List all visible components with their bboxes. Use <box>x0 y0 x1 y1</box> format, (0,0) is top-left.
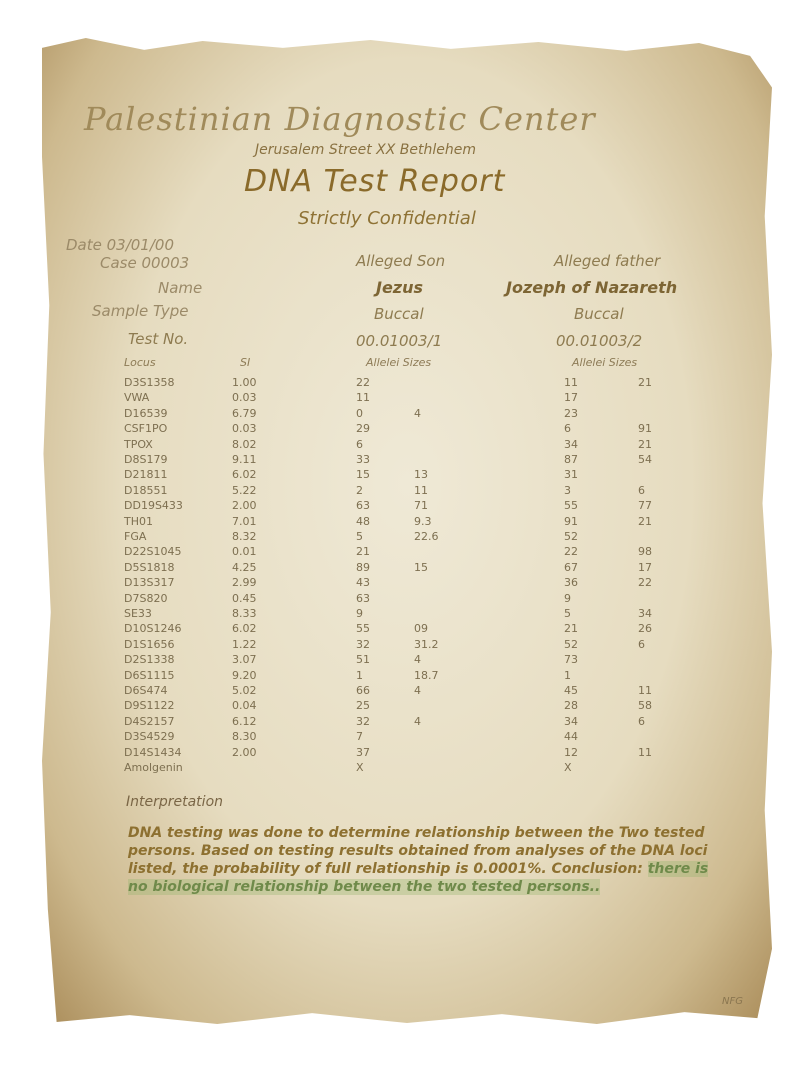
table-cell-f1: 3 <box>564 483 571 497</box>
table-cell-s1: 21 <box>356 545 370 559</box>
table-cell-f1: 6 <box>564 422 571 436</box>
table-cell-s1: 9 <box>356 607 363 620</box>
father-name: Jozeph of Nazareth <box>506 278 678 297</box>
table-cell-s1: 29 <box>356 422 370 436</box>
table-cell-si: 8.33 <box>232 607 257 620</box>
table-cell-f2: 22 <box>638 576 652 590</box>
table-cell-f1: 91 <box>564 514 578 528</box>
table-cell-s1: 2 <box>356 483 363 497</box>
table-cell-s2: 4 <box>414 684 421 697</box>
table-cell-locus: D9S1122 <box>124 699 175 713</box>
table-cell-f1: 5 <box>564 607 571 620</box>
table-cell-s1: 63 <box>356 591 370 605</box>
table-cell-s2: 18.7 <box>414 668 439 682</box>
table-cell-locus: D16539 <box>124 406 168 420</box>
table-cell-f1: 23 <box>564 406 578 420</box>
table-cell-s1: 15 <box>356 468 370 482</box>
table-cell-si: 6.79 <box>232 406 257 420</box>
table-cell-s2: 09 <box>414 622 428 636</box>
table-cell-f1: 73 <box>564 653 578 667</box>
si-header: SI <box>240 356 251 369</box>
table-cell-locus: TH01 <box>124 514 153 528</box>
table-cell-s1: 32 <box>356 714 370 728</box>
interpretation-text <box>128 824 718 896</box>
table-cell-locus: D1S1656 <box>124 637 175 651</box>
table-cell-locus: SE33 <box>124 607 152 620</box>
table-cell-f1: 44 <box>564 730 578 744</box>
table-cell-f1: 31 <box>564 468 578 482</box>
sample-type-label: Sample Type <box>92 302 189 320</box>
table-cell-locus: D5S1818 <box>124 560 175 574</box>
center-name: Palestinian Diagnostic Center <box>84 100 596 138</box>
table-cell-f1: 67 <box>564 560 578 574</box>
table-cell-f1: 52 <box>564 530 578 543</box>
table-cell-f1: 36 <box>564 576 578 590</box>
table-cell-si: 2.99 <box>232 576 257 590</box>
table-cell-si: 4.25 <box>232 560 257 574</box>
table-cell-locus: D8S179 <box>124 453 168 466</box>
table-cell-s1: 6 <box>356 437 363 451</box>
table-cell-s2: 22.6 <box>414 530 439 543</box>
table-cell-si: 8.02 <box>232 437 257 451</box>
table-cell-locus: DD19S433 <box>124 499 183 513</box>
table-cell-si: 2.00 <box>232 499 257 513</box>
table-cell-locus: D2S1338 <box>124 653 175 667</box>
table-cell-s1: 25 <box>356 699 370 713</box>
table-cell-s1: 55 <box>356 622 370 636</box>
table-cell-si: 6.12 <box>232 714 257 728</box>
table-cell-locus: FGA <box>124 530 147 543</box>
table-cell-locus: D3S1358 <box>124 376 175 389</box>
table-cell-s1: 48 <box>356 514 370 528</box>
table-cell-f1: 12 <box>564 745 578 759</box>
table-cell-f2: 6 <box>638 714 645 728</box>
table-cell-si: 9.11 <box>232 453 257 466</box>
interpretation-plain: DNA testing was done to determine relationship between the Two tested persons. Based on testing results obtained from analyses of the DNA loci listed, the probability of full relationship is 0.0001%. Conclusion: <box>128 825 708 877</box>
table-cell-s2: 4 <box>414 406 421 420</box>
table-cell-locus: Amolgenin <box>124 761 183 774</box>
table-cell-locus: D22S1045 <box>124 545 182 559</box>
son-test-no: 00.01003/1 <box>356 332 443 350</box>
father-heading: Alleged father <box>554 252 661 270</box>
table-cell-f2: 17 <box>638 560 652 574</box>
table-cell-f2: 34 <box>638 607 652 620</box>
case-field: Case 00003 <box>100 254 190 272</box>
table-cell-s1: 0 <box>356 406 363 420</box>
table-cell-locus: D13S317 <box>124 576 175 590</box>
son-sample: Buccal <box>374 305 424 323</box>
table-cell-s2: 11 <box>414 483 428 497</box>
table-cell-f2: 11 <box>638 745 652 759</box>
test-no-label: Test No. <box>128 330 189 348</box>
table-cell-f1: 55 <box>564 499 578 513</box>
table-cell-s2: 31.2 <box>414 637 439 651</box>
interpretation-conclusion: there is no biological relationship between the two tested persons.. <box>128 861 709 895</box>
table-cell-si: 1.22 <box>232 637 257 651</box>
table-cell-si: 8.30 <box>232 730 257 744</box>
table-cell-locus: D6S1115 <box>124 668 175 682</box>
table-cell-f2: 26 <box>638 622 652 636</box>
table-cell-locus: D21811 <box>124 468 168 482</box>
table-cell-s1: 33 <box>356 453 370 466</box>
table-cell-si: 0.03 <box>232 391 257 405</box>
table-cell-si: 2.00 <box>232 745 257 759</box>
table-cell-f1: 28 <box>564 699 578 713</box>
table-cell-s1: 89 <box>356 560 370 574</box>
table-cell-s1: 63 <box>356 499 370 513</box>
table-cell-s1: 11 <box>356 391 370 405</box>
table-cell-f1: 21 <box>564 622 578 636</box>
table-cell-f2: 77 <box>638 499 652 513</box>
table-cell-locus: D4S2157 <box>124 714 175 728</box>
table-cell-f2: 98 <box>638 545 652 559</box>
table-cell-f2: 6 <box>638 637 645 651</box>
table-cell-f1: 9 <box>564 591 571 605</box>
table-cell-s2: 15 <box>414 560 428 574</box>
father-sizes-label: Allelei Sizes <box>572 356 638 369</box>
table-cell-si: 1.00 <box>232 376 257 389</box>
table-cell-s1: 37 <box>356 745 370 759</box>
table-cell-si: 0.01 <box>232 545 257 559</box>
table-cell-si: 9.20 <box>232 668 257 682</box>
table-cell-s2: 4 <box>414 653 421 667</box>
table-cell-s1: 66 <box>356 684 370 697</box>
father-sample: Buccal <box>574 305 624 323</box>
table-cell-f1: 34 <box>564 437 578 451</box>
table-cell-f1: 11 <box>564 376 578 389</box>
table-cell-locus: TPOX <box>124 437 153 451</box>
son-heading: Alleged Son <box>356 252 446 270</box>
locus-header: Locus <box>124 356 156 369</box>
table-cell-f2: 58 <box>638 699 652 713</box>
table-cell-locus: D3S4529 <box>124 730 175 744</box>
table-cell-si: 0.04 <box>232 699 257 713</box>
table-cell-si: 8.32 <box>232 530 257 543</box>
table-cell-f2: 54 <box>638 453 652 466</box>
table-cell-f1: 1 <box>564 668 571 682</box>
table-cell-s1: 7 <box>356 730 363 744</box>
table-cell-f1: 34 <box>564 714 578 728</box>
table-cell-si: 3.07 <box>232 653 257 667</box>
table-cell-s1: X <box>356 761 364 774</box>
report-title: DNA Test Report <box>244 164 506 199</box>
table-cell-locus: VWA <box>124 391 150 405</box>
table-cell-f2: 11 <box>638 684 652 697</box>
signature-initials: NFG <box>722 996 743 1007</box>
table-cell-s2: 9.3 <box>414 514 432 528</box>
table-cell-s1: 22 <box>356 376 370 389</box>
table-cell-locus: CSF1PO <box>124 422 168 436</box>
table-cell-s1: 1 <box>356 668 363 682</box>
table-cell-f1: 17 <box>564 391 578 405</box>
table-cell-locus: D18551 <box>124 483 168 497</box>
table-cell-f1: 45 <box>564 684 578 697</box>
table-cell-locus: D14S1434 <box>124 745 182 759</box>
table-cell-s2: 4 <box>414 714 421 728</box>
table-cell-s2: 13 <box>414 468 428 482</box>
table-cell-f2: 21 <box>638 376 652 389</box>
center-address: Jerusalem Street XX Bethlehem <box>255 142 476 158</box>
table-cell-f2: 91 <box>638 422 652 436</box>
table-cell-si: 7.01 <box>232 514 257 528</box>
table-cell-locus: D10S1246 <box>124 622 182 636</box>
table-cell-s1: 51 <box>356 653 370 667</box>
table-cell-si: 6.02 <box>232 468 257 482</box>
date-field: Date 03/01/00 <box>66 236 174 254</box>
table-cell-s1: 5 <box>356 530 363 543</box>
table-cell-si: 6.02 <box>232 622 257 636</box>
table-cell-si: 0.45 <box>232 591 257 605</box>
son-sizes-label: Allelei Sizes <box>366 356 432 369</box>
table-cell-s1: 32 <box>356 637 370 651</box>
table-cell-f2: 21 <box>638 437 652 451</box>
table-cell-locus: D6S474 <box>124 684 168 697</box>
table-cell-s2: 71 <box>414 499 428 513</box>
table-cell-f1: 52 <box>564 637 578 651</box>
table-cell-si: 5.22 <box>232 483 257 497</box>
table-cell-f1: X <box>564 761 572 774</box>
son-name: Jezus <box>376 278 424 297</box>
name-label: Name <box>158 279 203 297</box>
table-cell-f2: 21 <box>638 514 652 528</box>
table-cell-locus: D7S820 <box>124 591 168 605</box>
confidential-label: Strictly Confidential <box>298 208 476 229</box>
father-test-no: 00.01003/2 <box>556 332 643 350</box>
table-cell-f2: 6 <box>638 483 645 497</box>
table-cell-s1: 43 <box>356 576 370 590</box>
table-cell-si: 5.02 <box>232 684 257 697</box>
table-cell-si: 0.03 <box>232 422 257 436</box>
table-cell-f1: 87 <box>564 453 578 466</box>
interpretation-heading: Interpretation <box>126 794 224 810</box>
table-cell-f1: 22 <box>564 545 578 559</box>
